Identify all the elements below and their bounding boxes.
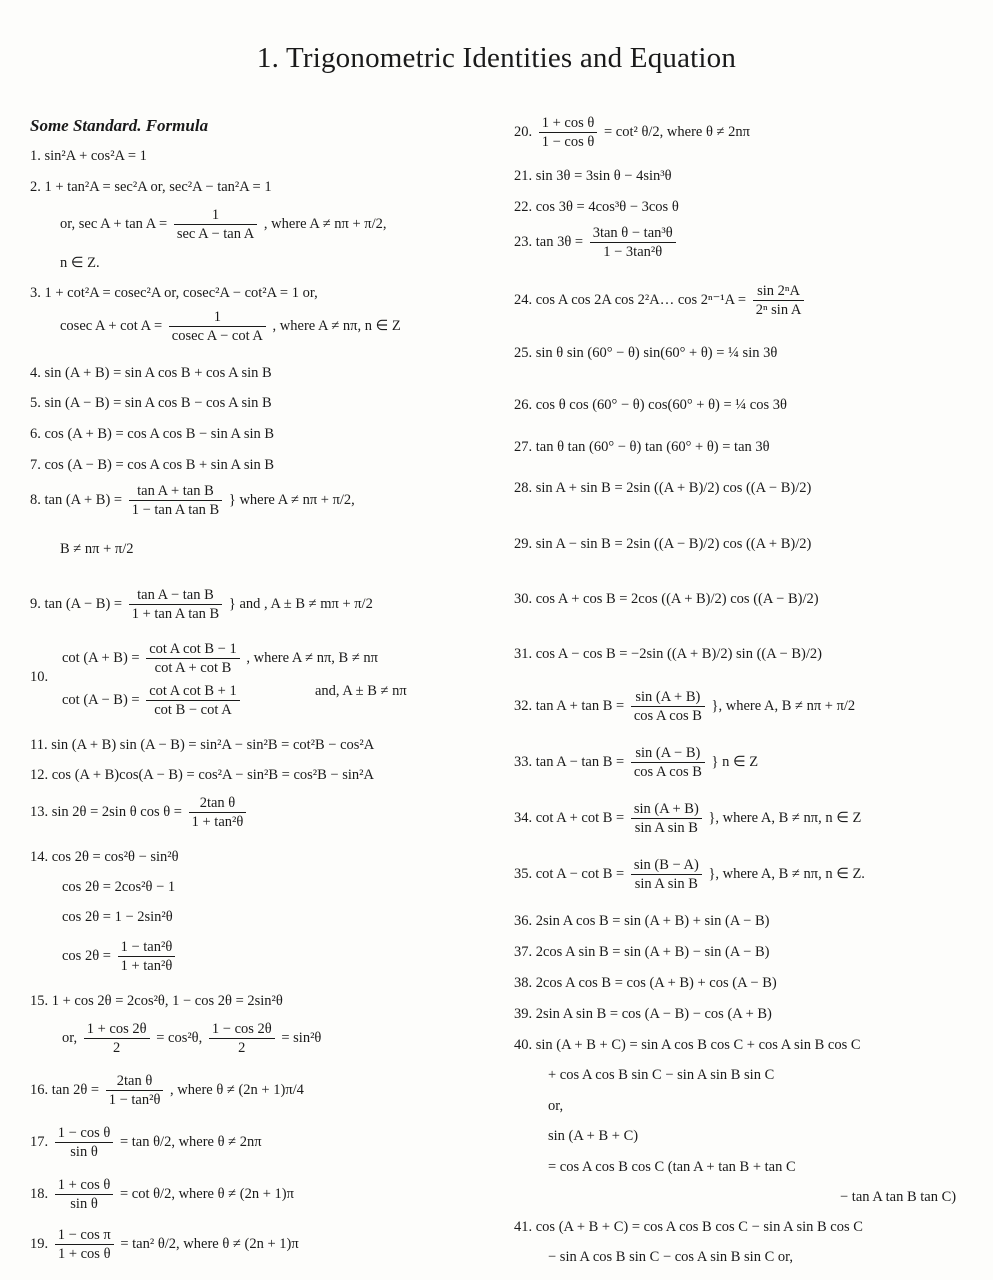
formula-21: 21. sin 3θ = 3sin θ − 4sin³θ bbox=[514, 168, 672, 184]
numerator: sin (A + B) bbox=[631, 800, 702, 819]
formula-24-fraction bbox=[753, 282, 805, 319]
formula-15b-or: or, bbox=[62, 1029, 78, 1046]
numerator: cot A cot B + 1 bbox=[146, 682, 240, 701]
formula-24-lhs: 24. cos A cos 2A cos 2²A… cos 2ⁿ⁻¹A = bbox=[514, 291, 747, 308]
formula-26: 26. cos θ cos (60° − θ) cos(60° + θ) = ¼ cos 3θ bbox=[514, 397, 787, 413]
formula-35-condition: }, where A, B ≠ nπ, n ∈ Z. bbox=[708, 865, 865, 882]
formula-15b bbox=[62, 1020, 321, 1057]
formula-3-alt bbox=[60, 308, 401, 345]
denominator: cot B − cot A bbox=[154, 702, 232, 718]
formula-10a-lhs: cot (A + B) = bbox=[62, 649, 140, 666]
formula-13 bbox=[30, 794, 249, 831]
denominator: sin A sin B bbox=[634, 820, 698, 836]
formula-30: 30. cos A + cos B = 2cos ((A + B)/2) cos ((A − B)/2) bbox=[514, 591, 819, 607]
formula-10a-fraction bbox=[146, 640, 240, 677]
formula-10b bbox=[62, 682, 243, 719]
formula-23 bbox=[514, 224, 679, 261]
formula-25: 25. sin θ sin (60° − θ) sin(60° + θ) = ¼ sin 3θ bbox=[514, 345, 778, 361]
formula-19-fraction bbox=[55, 1226, 114, 1263]
formula-35-fraction bbox=[631, 856, 702, 893]
formula-17-rhs: = tan θ/2, where θ ≠ 2nπ bbox=[119, 1133, 262, 1150]
formula-11: 11. sin (A + B) sin (A − B) = sin²A − sin²B = cot²B − cos²A bbox=[30, 737, 375, 753]
numerator: 1 bbox=[169, 308, 266, 327]
numerator: 2tan θ bbox=[106, 1072, 164, 1091]
formula-15b-rhs: = sin²θ bbox=[281, 1029, 322, 1046]
formula-3-alt-condition: , where A ≠ nπ, n ∈ Z bbox=[272, 317, 401, 334]
formula-8-fraction bbox=[129, 482, 223, 519]
formula-10-number: 10. bbox=[30, 669, 49, 685]
formula-41: 41. cos (A + B + C) = cos A cos B cos C − sin A sin B cos C bbox=[514, 1219, 863, 1235]
formula-32-condition: }, where A, B ≠ nπ + π/2 bbox=[711, 697, 856, 714]
formula-3: 3. 1 + cot²A = cosec²A or, cosec²A − cot²A = 1 or, bbox=[30, 285, 318, 301]
formula-2-alt-fraction bbox=[174, 206, 257, 243]
formula-35-lhs: 35. cot A − cot B = bbox=[514, 865, 625, 882]
formula-40e: = cos A cos B cos C (tan A + tan B + tan C bbox=[548, 1159, 796, 1175]
formula-9-fraction bbox=[129, 586, 223, 623]
denominator: 2 bbox=[113, 1040, 121, 1056]
formula-2-domain: n ∈ Z. bbox=[60, 255, 100, 271]
formula-41b: − sin A cos B sin C − cos A sin B sin C or, bbox=[548, 1249, 793, 1265]
section-heading: Some Standard. Formula bbox=[30, 116, 209, 135]
formula-34-fraction bbox=[631, 800, 702, 837]
formula-16-lhs: 16. tan 2θ = bbox=[30, 1081, 100, 1098]
denominator: 1 − cos θ bbox=[541, 134, 595, 150]
formula-40b: + cos A cos B sin C − sin A sin B sin C bbox=[548, 1067, 775, 1083]
formula-14d-fraction bbox=[118, 938, 176, 975]
formula-2: 2. 1 + tan²A = sec²A or, sec²A − tan²A = 1 bbox=[30, 179, 272, 195]
formula-18-fraction bbox=[55, 1176, 114, 1213]
formula-40: 40. sin (A + B + C) = sin A cos B cos C + cos A sin B cos C bbox=[514, 1037, 861, 1053]
formula-23-fraction bbox=[590, 224, 676, 261]
numerator: 3tan θ − tan³θ bbox=[590, 224, 676, 243]
formula-32-fraction bbox=[631, 688, 705, 725]
formula-18-number: 18. bbox=[30, 1185, 49, 1202]
formula-34 bbox=[514, 800, 861, 837]
denominator: 1 − tan A tan B bbox=[131, 502, 220, 518]
numerator: 2tan θ bbox=[189, 794, 247, 813]
denominator: 1 + cos θ bbox=[57, 1246, 111, 1262]
formula-37: 37. 2cos A sin B = sin (A + B) − sin (A − B) bbox=[514, 944, 770, 960]
formula-10-and: and, A ± B ≠ nπ bbox=[315, 683, 407, 699]
numerator: tan A + tan B bbox=[129, 482, 223, 501]
denominator: 1 − 3tan²θ bbox=[603, 244, 663, 260]
formula-15b-fraction-1 bbox=[84, 1020, 150, 1057]
formula-8-domain: B ≠ nπ + π/2 bbox=[60, 541, 134, 557]
formula-22: 22. cos 3θ = 4cos³θ − 3cos θ bbox=[514, 199, 679, 215]
numerator: tan A − tan B bbox=[129, 586, 223, 605]
numerator: 1 + cos 2θ bbox=[84, 1020, 150, 1039]
formula-13-lhs: 13. sin 2θ = 2sin θ cos θ = bbox=[30, 803, 182, 820]
formula-33-fraction bbox=[631, 744, 705, 781]
formula-4: 4. sin (A + B) = sin A cos B + cos A sin B bbox=[30, 365, 272, 381]
numerator: cot A cot B − 1 bbox=[146, 640, 240, 659]
numerator: 1 − tan²θ bbox=[118, 938, 176, 957]
denominator: sec A − tan A bbox=[176, 226, 255, 242]
formula-2-alt-condition: , where A ≠ nπ + π/2, bbox=[263, 215, 387, 232]
formula-20-number: 20. bbox=[514, 123, 533, 140]
formula-36: 36. 2sin A cos B = sin (A + B) + sin (A − B) bbox=[514, 913, 770, 929]
denominator: sin A sin B bbox=[634, 876, 698, 892]
formula-28: 28. sin A + sin B = 2sin ((A + B)/2) cos ((A − B)/2) bbox=[514, 480, 812, 496]
formula-16-condition: , where θ ≠ (2n + 1)π/4 bbox=[170, 1081, 304, 1098]
formula-9-condition: } and , A ± B ≠ mπ + π/2 bbox=[228, 595, 373, 612]
formula-10-where: , where A ≠ nπ, B ≠ nπ bbox=[246, 649, 379, 666]
formula-8-lhs: 8. tan (A + B) = bbox=[30, 491, 123, 508]
formula-32 bbox=[514, 688, 855, 725]
denominator: 2 bbox=[238, 1040, 246, 1056]
formula-10b-lhs: cot (A − B) = bbox=[62, 691, 140, 708]
denominator: cot A + cot B bbox=[154, 660, 232, 676]
formula-14d bbox=[62, 938, 178, 975]
formula-35 bbox=[514, 856, 865, 893]
formula-34-lhs: 34. cot A + cot B = bbox=[514, 809, 625, 826]
numerator: 1 + cos θ bbox=[55, 1176, 114, 1195]
numerator: sin (A − B) bbox=[631, 744, 705, 763]
page-title: 1. Trigonometric Identities and Equation bbox=[256, 42, 737, 74]
formula-12: 12. cos (A + B)cos(A − B) = cos²A − sin²B = cos²B − sin²A bbox=[30, 767, 374, 783]
formula-23-lhs: 23. tan 3θ = bbox=[514, 233, 584, 250]
formula-15: 15. 1 + cos 2θ = 2cos²θ, 1 − cos 2θ = 2sin²θ bbox=[30, 993, 283, 1009]
formula-2-alt bbox=[60, 206, 387, 243]
denominator: sin θ bbox=[70, 1144, 98, 1160]
formula-9-lhs: 9. tan (A − B) = bbox=[30, 595, 123, 612]
formula-10b-fraction bbox=[146, 682, 240, 719]
formula-8-condition: } where A ≠ nπ + π/2, bbox=[228, 491, 355, 508]
denominator: sin θ bbox=[70, 1196, 98, 1212]
formula-40d: sin (A + B + C) bbox=[548, 1128, 639, 1144]
formula-5: 5. sin (A − B) = sin A cos B − cos A sin B bbox=[30, 395, 272, 411]
formula-15b-fraction-2 bbox=[209, 1020, 275, 1057]
formula-19 bbox=[30, 1226, 299, 1263]
numerator: 1 − cos π bbox=[55, 1226, 114, 1245]
numerator: sin (B − A) bbox=[631, 856, 702, 875]
formula-39: 39. 2sin A sin B = cos (A − B) − cos (A + B) bbox=[514, 1006, 772, 1022]
formula-18-rhs: = cot θ/2, where θ ≠ (2n + 1)π bbox=[119, 1185, 294, 1202]
formula-1: 1. sin²A + cos²A = 1 bbox=[30, 148, 147, 164]
formula-16 bbox=[30, 1072, 304, 1109]
denominator: 1 + tan²θ bbox=[120, 958, 173, 974]
denominator: 1 + tan²θ bbox=[191, 814, 244, 830]
numerator: sin 2ⁿA bbox=[753, 282, 805, 301]
formula-19-number: 19. bbox=[30, 1235, 49, 1252]
numerator: 1 − cos 2θ bbox=[209, 1020, 275, 1039]
numerator: sin (A + B) bbox=[631, 688, 705, 707]
formula-20-rhs: = cot² θ/2, where θ ≠ 2nπ bbox=[603, 123, 750, 140]
formula-8 bbox=[30, 482, 355, 519]
formula-40c: or, bbox=[548, 1098, 564, 1114]
numerator: 1 bbox=[174, 206, 257, 225]
formula-27: 27. tan θ tan (60° − θ) tan (60° + θ) = tan 3θ bbox=[514, 439, 770, 455]
formula-3-alt-lhs: cosec A + cot A = bbox=[60, 317, 163, 334]
formula-34-condition: }, where A, B ≠ nπ, n ∈ Z bbox=[708, 809, 862, 826]
numerator: 1 − cos θ bbox=[55, 1124, 114, 1143]
denominator: 1 − tan²θ bbox=[108, 1092, 161, 1108]
formula-38: 38. 2cos A cos B = cos (A + B) + cos (A − B) bbox=[514, 975, 777, 991]
formula-18 bbox=[30, 1176, 294, 1213]
formula-9 bbox=[30, 586, 373, 623]
formula-29: 29. sin A − sin B = 2sin ((A − B)/2) cos ((A + B)/2) bbox=[514, 536, 812, 552]
formula-3-alt-fraction bbox=[169, 308, 266, 345]
formula-19-rhs: = tan² θ/2, where θ ≠ (2n + 1)π bbox=[120, 1235, 299, 1252]
denominator: 1 + tan A tan B bbox=[131, 606, 220, 622]
formula-15b-mid: = cos²θ, bbox=[156, 1029, 203, 1046]
formula-33-condition: } n ∈ Z bbox=[711, 753, 759, 770]
formula-20-fraction bbox=[539, 114, 598, 151]
formula-2-alt-lhs: or, sec A + tan A = bbox=[60, 215, 168, 232]
formula-14c: cos 2θ = 1 − 2sin²θ bbox=[62, 909, 173, 925]
formula-32-lhs: 32. tan A + tan B = bbox=[514, 697, 625, 714]
formula-13-fraction bbox=[189, 794, 247, 831]
formula-17 bbox=[30, 1124, 262, 1161]
formula-14: 14. cos 2θ = cos²θ − sin²θ bbox=[30, 849, 179, 865]
formula-10a bbox=[62, 640, 378, 677]
formula-14b: cos 2θ = 2cos²θ − 1 bbox=[62, 879, 176, 895]
denominator: cos A cos B bbox=[633, 708, 702, 724]
formula-16-fraction bbox=[106, 1072, 164, 1109]
denominator: cosec A − cot A bbox=[171, 328, 263, 344]
formula-14d-lhs: cos 2θ = bbox=[62, 947, 111, 964]
numerator: 1 + cos θ bbox=[539, 114, 598, 133]
formula-6: 6. cos (A + B) = cos A cos B − sin A sin B bbox=[30, 426, 275, 442]
formula-33 bbox=[514, 744, 758, 781]
formula-24 bbox=[514, 282, 807, 319]
formula-33-lhs: 33. tan A − tan B = bbox=[514, 753, 625, 770]
formula-20 bbox=[514, 114, 750, 151]
denominator: cos A cos B bbox=[633, 764, 702, 780]
formula-17-fraction bbox=[55, 1124, 114, 1161]
formula-17-number: 17. bbox=[30, 1133, 49, 1150]
formula-31: 31. cos A − cos B = −2sin ((A + B)/2) sin ((A − B)/2) bbox=[514, 646, 822, 662]
denominator: 2ⁿ sin A bbox=[755, 302, 802, 318]
formula-40f: − tan A tan B tan C) bbox=[840, 1189, 957, 1205]
formula-7: 7. cos (A − B) = cos A cos B + sin A sin B bbox=[30, 457, 275, 473]
